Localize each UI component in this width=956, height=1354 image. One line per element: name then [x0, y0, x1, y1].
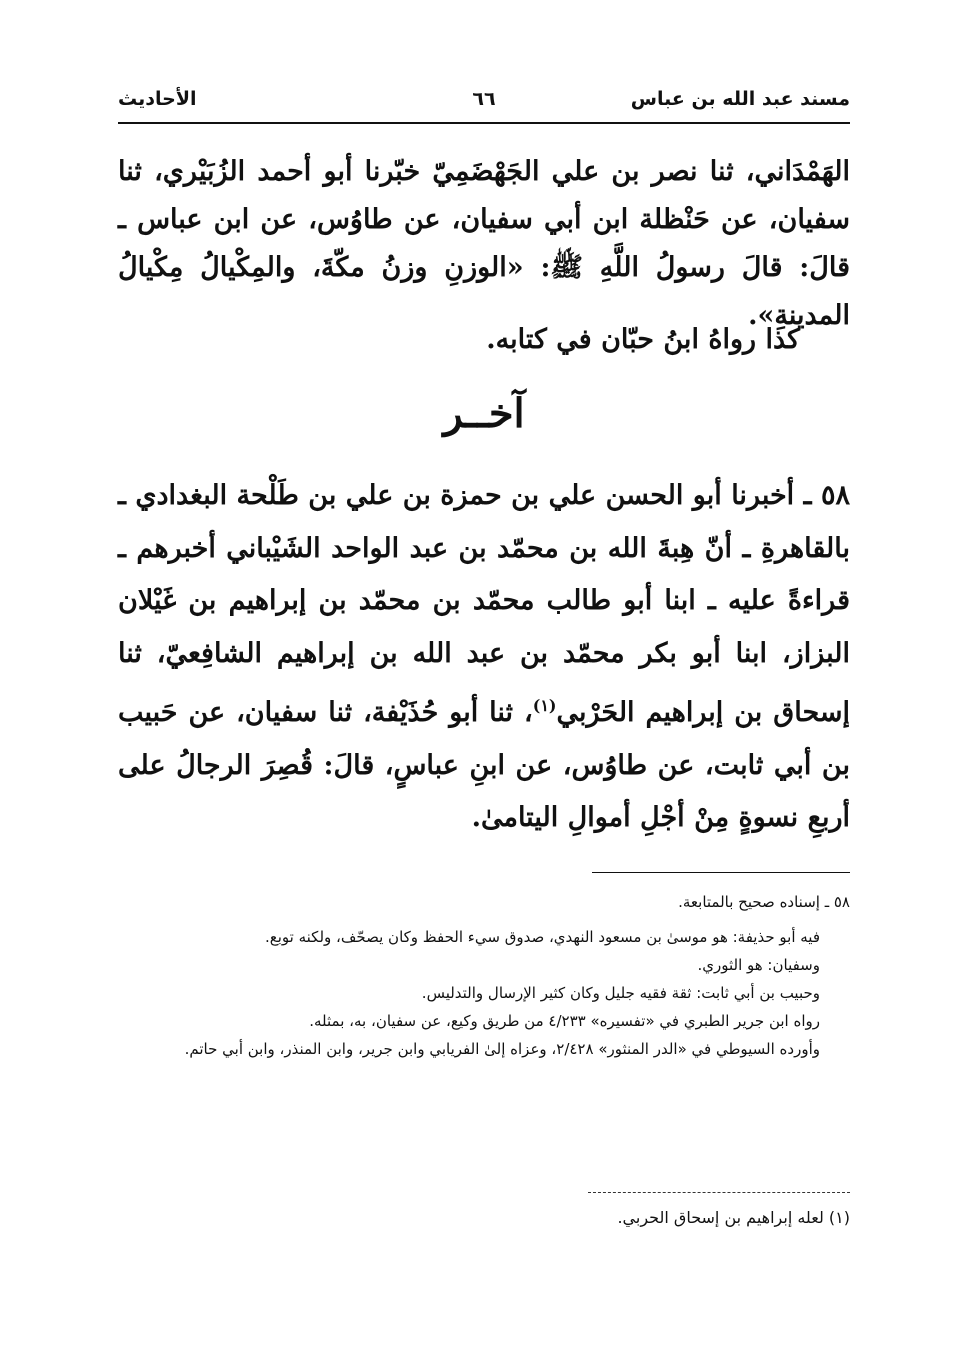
footnote-line: وحبيب بن أبي ثابت: ثقة فقيه جليل وكان كثير الإرسال والتدليس.: [421, 984, 820, 1002]
chapter-heading: [118, 390, 850, 441]
footnote-line: وسفيان: هو الثوري.: [697, 956, 820, 974]
header-rule: [118, 122, 850, 124]
page-number: ٦٦: [472, 88, 496, 110]
hadith-comment: كذا رواهُ ابنُ حبّان في كتابه.: [486, 324, 800, 355]
hadith-58-text: ٥٨ ـ أخبرنا أبو الحسن علي بن حمزة بن علي بن طَلْحة البغدادي ـ بالقاهرةِ ـ أنّ هِبةَ الله بن محمّد بن عبد الواحد الشَيْباني أخبرهم ـ قراءةً عليه ـ ابنا أبو طالب محمّد بن محمّد بن إبراهيم بن غَيْلان البزاز، ابنا أبو بكر محمّد بن عبد الله بن إبراهيم الشافِعيّ، ثنا إسحاق بن إبراهيم الحَرْبي: [118, 480, 850, 728]
header-book-title: مسند عبد الله بن عباس: [630, 88, 850, 110]
footnote-separator: [592, 872, 850, 873]
hadith-paragraph-1: الهَمْدَاني، ثنا نصر بن علي الجَهْضَمِيّ خبّرنا أبو أحمد الزُبَيْري، ثنا سفيان، عن حَنْظلة ابن أبي سفيان، عن طاوُس، عن ابن عباس ـ قالَ: قالَ رسولُ اللَّهِ ﷺ: «الوزنِ وزنُ مكّةَ، والمِكْيالُ مِكْيالُ المدينةِ».: [118, 156, 850, 331]
running-header: [118, 82, 850, 122]
hadith-58-text-continued: ، ثنا أبو حُذَيْفة، ثنا سفيان، عن حَبيب بن أبي ثابت، عن طاوُس، عن ابنِ عباسٍ، قالَ: قُصِرَ الرجالُ على أربعِ نسوةٍ مِنْ أجْلِ أموالِ اليتامىٰ.: [118, 697, 850, 833]
chapter-title: آخــر: [443, 390, 525, 437]
hadith-paragraph-58: [118, 470, 850, 845]
footnote-58-head: ٥٨ ـ إسناده صحيح بالمتابعة.: [678, 893, 850, 911]
header-section: الأحاديث: [118, 88, 197, 110]
footnote-dashed-separator: [588, 1192, 850, 1193]
footnote-1: (١) لعله إبراهيم بن إسحاق الحربي.: [617, 1208, 850, 1227]
footnote-58-body: [118, 923, 850, 1063]
footnote-line: وأورده السيوطي في «الدر المنثور» ٢/٤٢٨، وعزاه إلىٰ الفريابي وابن جرير، وابن المنذر، وابن أبي حاتم.: [184, 1040, 820, 1058]
footnote-line: رواه ابن جرير الطبري في «تفسيره» ٤/٢٣٣ من طريق وكيع، عن سفيان، به، بمثله.: [309, 1012, 820, 1030]
footnote-ref-1[interactable]: (١): [532, 696, 557, 715]
footnote-line: فيه أبو حذيفة: هو موسىٰ بن مسعود النهدي، صدوق سيء الحفظ وكان يصحّف، ولكنه توبع.: [265, 928, 820, 946]
